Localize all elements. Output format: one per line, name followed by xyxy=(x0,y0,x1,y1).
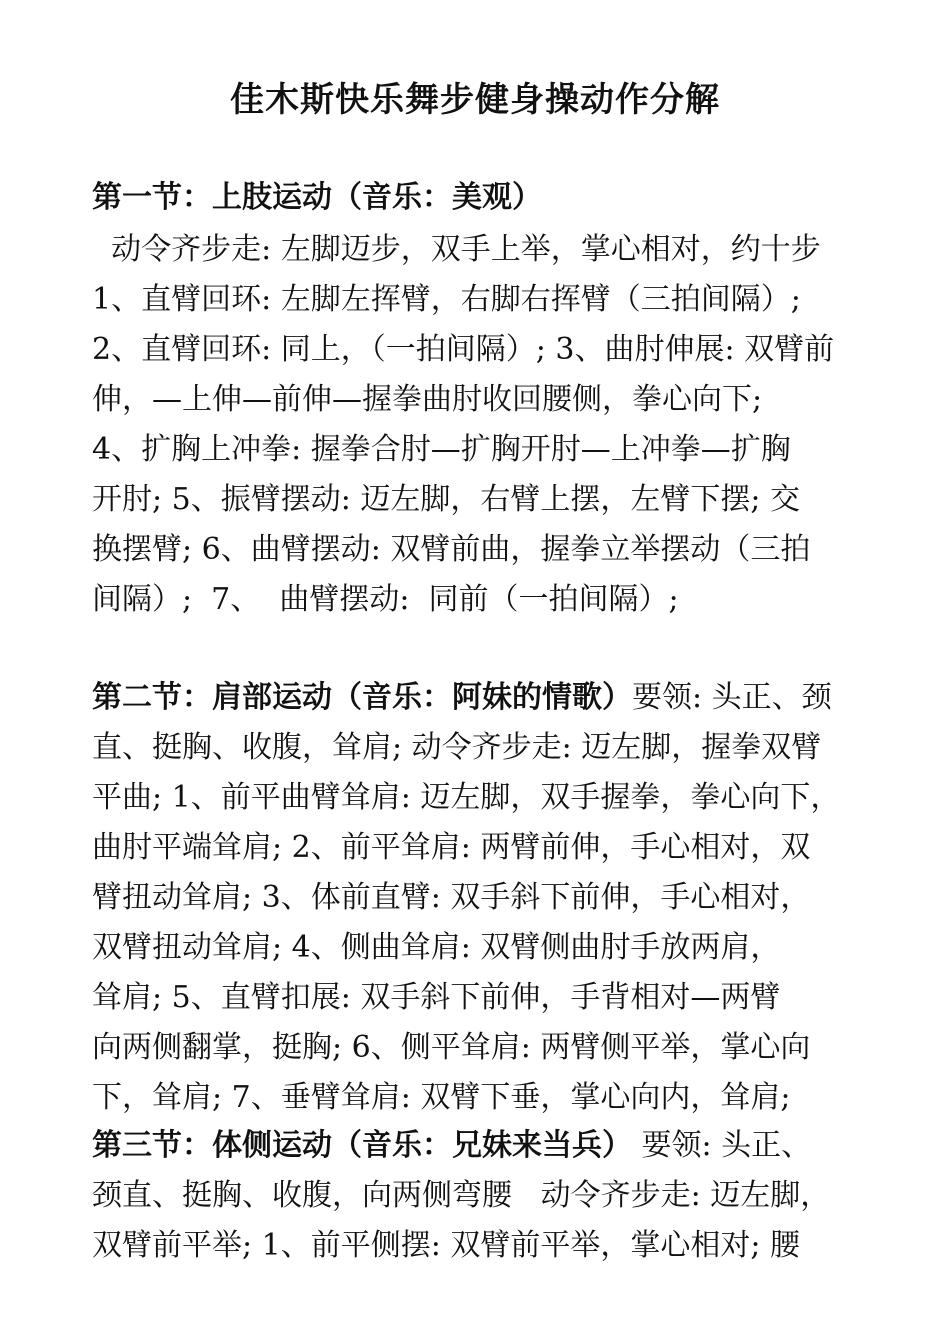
section-2-line: 下，耸肩; 7、垂臂耸肩: 双臂下垂，掌心向内，耸肩; xyxy=(92,1080,791,1115)
section-2-line: 双臂扭动耸肩; 4、侧曲耸肩: 双臂侧曲肘手放两肩， xyxy=(92,930,781,965)
section-3-line: 颈直、挺胸、收腹，向两侧弯腰 动令齐步走: 迈左脚， xyxy=(92,1178,831,1213)
section-1-line: 动令齐步走: 左脚迈步，双手上举，掌心相对，约十步 xyxy=(92,232,821,267)
section-2-line: 向两侧翻掌，挺胸; 6、侧平耸肩: 两臂侧平举，掌心向 xyxy=(92,1030,811,1065)
document-title: 佳木斯快乐舞步健身操动作分解 xyxy=(230,80,720,120)
section-2-line: 臂扭动耸肩; 3、体前直臂: 双手斜下前伸，手心相对， xyxy=(92,880,811,915)
section-1-line: 4、扩胸上冲拳: 握拳合肘—扩胸开肘—上冲拳—扩胸 xyxy=(92,432,791,467)
section-2-line: 平曲; 1、前平曲臂耸肩: 迈左脚，双手握拳，拳心向下， xyxy=(92,780,841,815)
section-1-line: 开肘; 5、振臂摆动: 迈左脚，右臂上摆，左臂下摆; 交 xyxy=(92,482,801,517)
section-2-line: 耸肩; 5、直臂扣展: 双手斜下前伸，手背相对—两臂 xyxy=(92,980,781,1015)
section-2-line: 曲肘平端耸肩; 2、前平耸肩: 两臂前伸，手心相对，双 xyxy=(92,830,811,865)
section-2-line: 直、挺胸、收腹，耸肩; 动令齐步走: 迈左脚，握拳双臂 xyxy=(92,730,822,765)
section-1-line: 间隔）; 7、 曲臂摆动: 同前（一拍间隔）; xyxy=(92,582,679,617)
section-1-line: 换摆臂; 6、曲臂摆动: 双臂前曲，握拳立举摆动（三拍 xyxy=(92,532,811,567)
section-1-line: 1、直臂回环: 左脚左挥臂，右脚右挥臂（三拍间隔）; xyxy=(92,282,801,317)
section-1-heading: 第一节：上肢运动（音乐：美观） xyxy=(92,180,542,215)
section-2-first-line-text: 要领: 头正、颈 xyxy=(632,680,832,715)
section-1-line: 2、直臂回环: 同上，（一拍间隔）; 3、曲肘伸展: 双臂前 xyxy=(92,332,835,367)
section-3-first-line xyxy=(92,1126,872,1166)
section-2-heading: 第二节：肩部运动（音乐：阿妹的情歌） xyxy=(92,680,632,715)
section-3-line: 双臂前平举; 1、前平侧摆: 双臂前平举，掌心相对; 腰 xyxy=(92,1228,801,1263)
section-3-heading: 第三节：体侧运动（音乐：兄妹来当兵） xyxy=(92,1128,632,1163)
section-1-line: 伸，—上伸—前伸—握拳曲肘收回腰侧，拳心向下; xyxy=(92,382,763,417)
section-3-first-line-text: 要领: 头正、 xyxy=(632,1128,812,1163)
section-2-first-line xyxy=(92,678,872,718)
